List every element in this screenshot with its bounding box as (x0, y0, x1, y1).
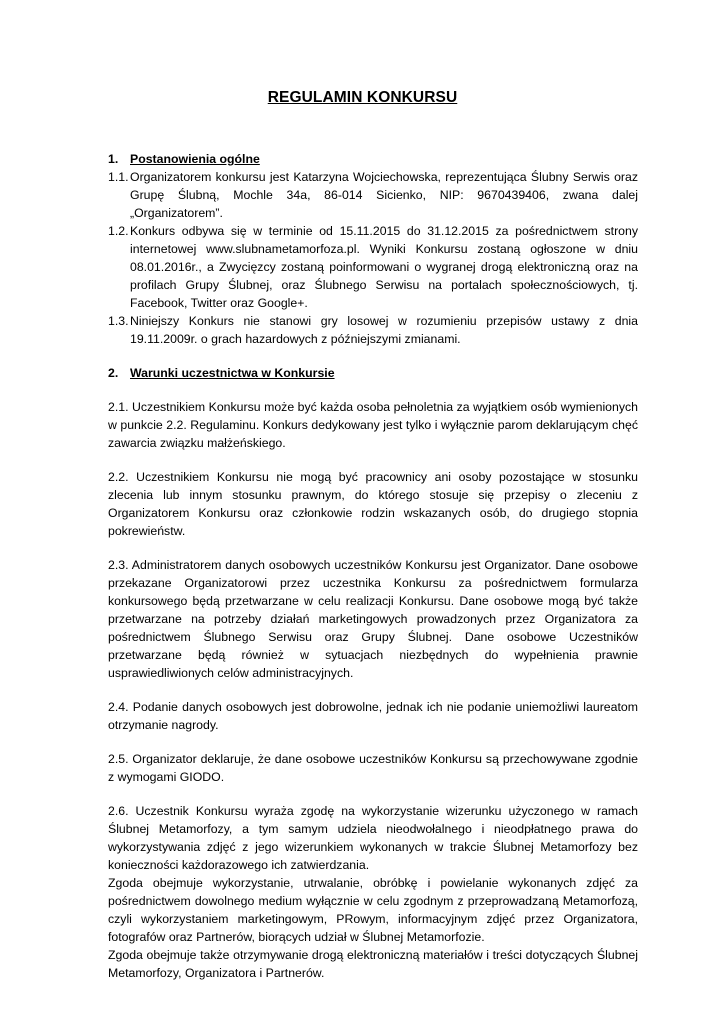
clause-number: 1.3. (108, 314, 129, 328)
spacer (108, 348, 638, 364)
clause-text: Organizatorem konkursu jest Katarzyna Wojciechowska, reprezentująca Ślubny Serwis oraz Grupę Ślubną, Mochle 34a, 86-014 Sicienko, NIP: 9670439406, zwana dalej „Organizatorem”. (130, 170, 638, 220)
paragraph-2-2: 2.2. Uczestnikiem Konkursu nie mogą być pracownicy ani osoby pozostające w stosunku zlecenia lub innym stosunku prawnym, do którego stosuje się przepisy o zleceniu z Organizatorem Konkursu oraz członkowie rodzin wskazanych osób, do drugiego stopnia pokrewieństw. (108, 470, 638, 538)
section-2-heading (108, 364, 638, 382)
section-1-title: Postanowienia ogólne (130, 152, 260, 166)
spacer (108, 734, 638, 750)
paragraph-2-4: 2.4. Podanie danych osobowych jest dobrowolne, jednak ich nie podanie uniemożliwi laureatom otrzymanie nagrody. (108, 700, 638, 732)
clause-number: 1.2. (108, 224, 129, 238)
paragraph-2-6-intro: 2.6. Uczestnik Konkursu wyraża zgodę na wykorzystanie wizerunku użyczonego w ramach Ślubnej Metamorfozy, a tym samym udziela nieodwołalnego i nieodpłatnego prawa do wykorzystywania zdjęć z jego wizerunkiem wykonanych w trakcie Ślubnej Metamorfozy bez konieczności każdorazowego ich zatwierdzania. (108, 804, 638, 872)
paragraph-2-3: 2.3. Administratorem danych osobowych uczestników Konkursu jest Organizator. Dane osobowe przekazane Organizatorowi przez uczestnika Konkursu za pośrednictwem formularza konkursowego będą przetwarzane w celu realizacji Konkursu. Dane osobowe mogą być także przetwarzane na potrzeby działań marketingowych prowadzonych przez Organizatora za pośrednictwem Ślubnego Serwisu oraz Grupy Ślubnej. Dane osobowe Uczestników przetwarzane będą również w sytuacjach niezbędnych do wypełnienia prawnie usprawiedliwionych celów administracyjnych. (108, 558, 638, 680)
document-title: REGULAMIN KONKURSU (267, 89, 458, 106)
paragraph-2-6-electronic: Zgoda obejmuje także otrzymywanie drogą elektroniczną materiałów i treści dotyczących Ślubnej Metamorfozy, Organizatora i Partnerów. (108, 948, 638, 980)
section-2-number: 2. (108, 366, 119, 380)
section-2-title: Warunki uczestnictwa w Konkursie (130, 366, 335, 380)
spacer (108, 682, 638, 698)
clause-1-3 (108, 312, 638, 348)
document-body (108, 150, 638, 982)
spacer (108, 452, 638, 468)
clause-1-1 (108, 168, 638, 222)
clause-text: Konkurs odbywa się w terminie od 15.11.2015 do 31.12.2015 za pośrednictwem strony internetowej www.slubnametamorfoza.pl. Wyniki Konkursu zostaną ogłoszone w dniu 08.01.2016r., a Zwycięzcy zostaną poinformowani o wygranej drogą elektroniczną oraz na profilach Grupy Ślubnej, oraz Ślubnego Serwisu na portalach społecznościowych, tj. Facebook, Twitter oraz Google+. (130, 224, 638, 310)
spacer (108, 786, 638, 802)
paragraph-2-5: 2.5. Organizator deklaruje, że dane osobowe uczestników Konkursu są przechowywane zgodnie z wymogami GIODO. (108, 752, 638, 784)
paragraph-2-1: 2.1. Uczestnikiem Konkursu może być każda osoba pełnoletnia za wyjątkiem osób wymienionych w punkcie 2.2. Regulaminu. Konkurs dedykowany jest tylko i wyłącznie parom deklarującym chęć zawarcia związku małżeńskiego. (108, 400, 638, 450)
clause-1-2 (108, 222, 638, 312)
clause-number: 1.1. (108, 170, 129, 184)
section-1-number: 1. (108, 152, 119, 166)
spacer (108, 382, 638, 398)
paragraph-2-6-scope: Zgoda obejmuje wykorzystanie, utrwalanie, obróbkę i powielanie wykonanych zdjęć za pośrednictwem dowolnego medium wyłącznie w celu zgodnym z przeprowadzaną Metamorfozą, czyli wykorzystaniem marketingowym, PRowym, informacyjnym zdjęć przez Organizatora, fotografów oraz Partnerów, biorących udział w Ślubnej Metamorfozie. (108, 876, 638, 944)
clause-text: Niniejszy Konkurs nie stanowi gry losowej w rozumieniu przepisów ustawy z dnia 19.11.2009r. o grach hazardowych z późniejszymi zmianami. (130, 314, 638, 346)
section-1-heading (108, 150, 638, 168)
spacer (108, 540, 638, 556)
